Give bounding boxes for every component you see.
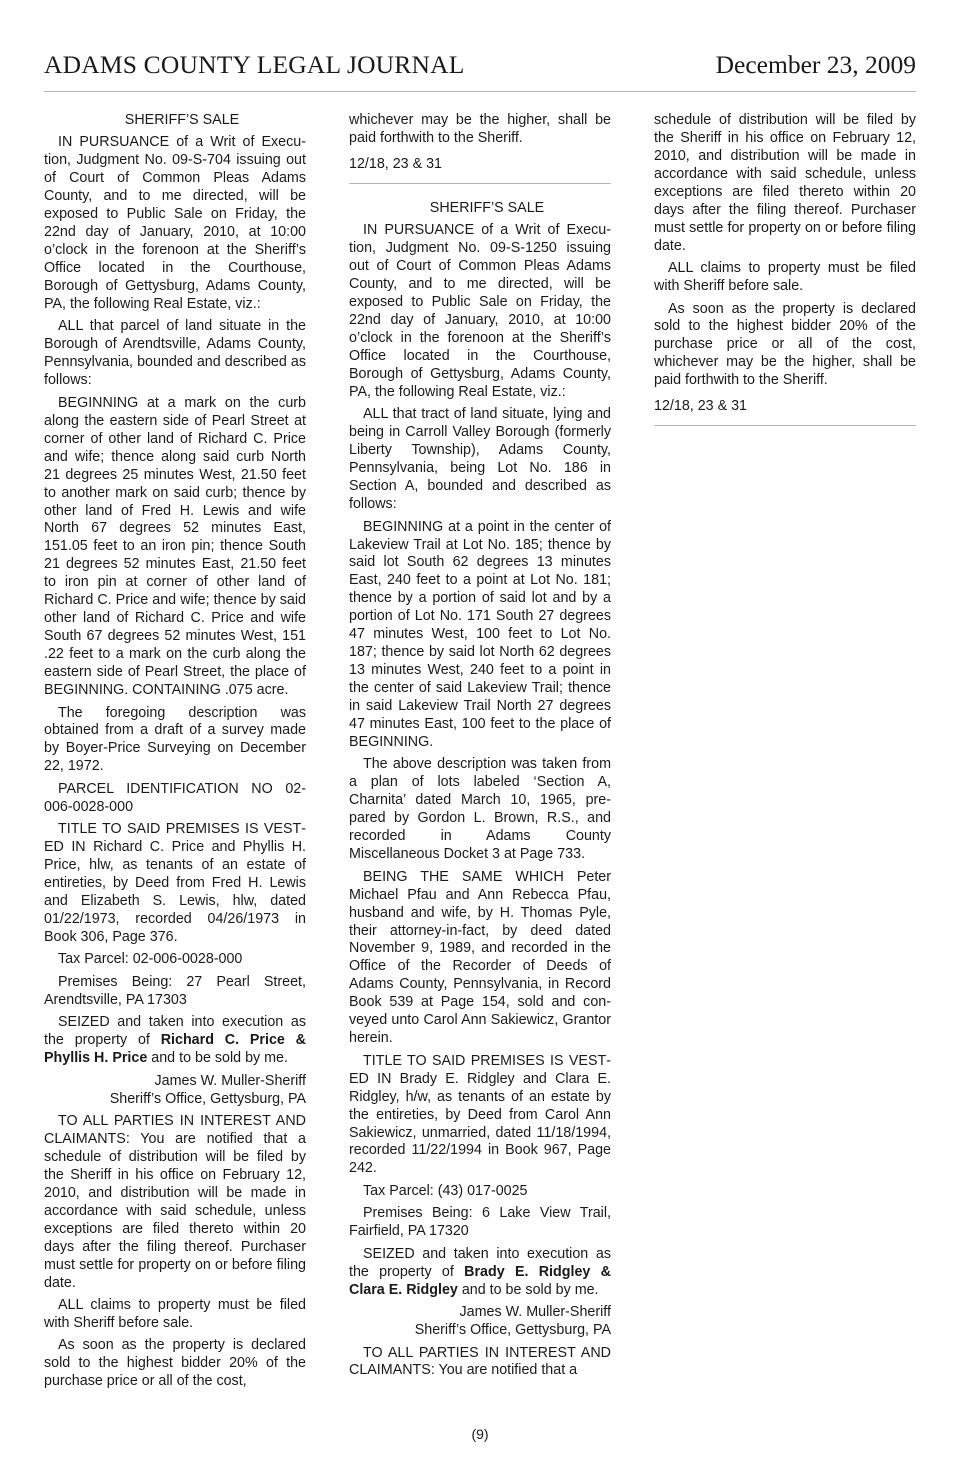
seized-paragraph xyxy=(349,1246,611,1300)
notice-paragraph: As soon as the property is declared sold to the highest bidder 20% of the purchase price or all of the cost, whichever may be the higher, shall be paid forthwith to the Sheriff. xyxy=(654,300,916,389)
property-owner: Richard C. Price & Phyllis H. Price xyxy=(44,1032,306,1067)
sheriff-office: Sheriff’s Office, Gettysburg, PA xyxy=(414,1322,611,1339)
notice-paragraph: BEING THE SAME WHICH Peter Michael Pfau and Ann Rebecca Pfau, husband and wife, by H. Thomas Pyle, their attorney-in-fact, by deed dated November 9, 1989, and recorded in the Office of the Recorder of Deeds of Adams County, Pennsylvania, in Record Book 539 at Page 154, sold and conveyed unto Carol Ann Sakiewicz, Grantor herein. xyxy=(349,868,611,1047)
notice-paragraph: The above description was taken from a plan of lots labeled ‘Section A, Charnita’ dated March 10, 1965, prepared by Gordon L. Brown, R.S., and recorded in Adams County Miscellaneous Docket 3 at Page 733. xyxy=(349,756,611,863)
column-2 xyxy=(349,112,611,1385)
notice-paragraph: Premises Being: 27 Pearl Street, Arendtsville, PA 17303 xyxy=(44,973,306,1008)
notice-paragraph: The foregoing description was obtained from a draft of a survey made by Boyer-Price Surveying on December 22, 1972. xyxy=(44,704,306,775)
notice-paragraph: BEGINNING at a mark on the curb along the eastern side of Pearl Street at corner of other land of Richard C. Price and wife; thence along said curb North 21 degrees 25 minutes West, 21.50 feet to another mark on said curb; thence by other land of Fred H. Lewis and wife North 67 degrees 52 minutes East, 151.05 feet to an iron pin; thence South 21 degrees 52 minutes East, 21.50 feet to iron pin at corner of other land of Richard C. Price and wife; thence by said other land of Richard C. Price and wife South 67 degrees 52 minutes West, 151 .22 feet to a mark on the curb along the eastern side of Pearl Street, the place of BEGINNING. CONTAINING .075 acre. xyxy=(44,394,306,699)
notice-divider xyxy=(349,183,611,184)
notice-paragraph: ALL claims to property must be filed with Sheriff before sale. xyxy=(44,1297,306,1331)
notice-paragraph: TO ALL PARTIES IN INTEREST AND CLAIMANTS: You are notified that a xyxy=(349,1344,611,1379)
notice-heading: SHERIFF’S SALE xyxy=(429,199,545,216)
publication-dates: 12/18, 23 & 31 xyxy=(349,155,443,172)
notice-paragraph: ALL claims to property must be filed with Sheriff before sale. xyxy=(654,260,916,295)
notice-continuation: whichever may be the higher, shall be paid forthwith to the Sheriff. xyxy=(349,112,611,146)
seized-prefix: SEIZED and taken into execution as the property of xyxy=(349,1245,611,1280)
notice-paragraph: ALL that parcel of land situate in the Borough of Arendtsville, Adams County, Pennsylvania, bounded and described as follows: xyxy=(44,318,306,389)
publication-dates: 12/18, 23 & 31 xyxy=(654,398,748,415)
seized-suffix: and to be sold by me. xyxy=(457,1281,599,1298)
seized-suffix: and to be sold by me. xyxy=(147,1050,288,1067)
notice-paragraph: Tax Parcel: 02-006-0028-000 xyxy=(58,951,243,968)
notice-divider xyxy=(654,425,916,426)
sheriff-name: James W. Muller-Sheriff xyxy=(459,1304,611,1321)
notice-paragraph: TO ALL PARTIES IN INTEREST AND CLAIMANTS: You are notified that a schedule of distribution will be filed by the Sheriff in his office on February 12, 2010, and distribution will be made in accordance with said schedule, unless exceptions are filed thereto within 20 days after the filing thereof. Purchaser must settle for property on or before filing date. xyxy=(44,1113,306,1291)
notice-paragraph: IN PURSUANCE of a Writ of Execution, Judgment No. 09-S-1250 issuing out of Court of Common Pleas Adams County, and to me directed, will be exposed to Public Sale on Friday, the 22nd day of January, 2010, at 10:00 o’clock in the forenoon at the Sheriff’s Office located in the Courthouse, Borough of Gettysburg, Adams County, PA, the following Real Estate, viz.: xyxy=(349,222,611,400)
sheriff-name: James W. Muller-Sheriff xyxy=(154,1072,306,1089)
notice-paragraph: PARCEL IDENTIFICATION NO 02-006-0028-000 xyxy=(44,780,306,815)
notice-paragraph: TITLE TO SAID PREMISES IS VESTED IN Brady E. Ridgley and Clara E. Ridgley, h/w, as tenants of an estate by the entireties, by Deed from Carol Ann Sakiewicz, unmarried, dated 11/18/1994, recorded 11/22/1994 in Book 967, Page 242. xyxy=(349,1052,611,1177)
sheriff-signature xyxy=(349,1304,611,1340)
notice-continuation: schedule of distribution will be filed by the Sheriff in his office on February 12, 2010, and distribution will be made in accordance with said schedule, unless exceptions are filed thereto within 20 days after the filing thereof. Purchaser must settle for property on or before filing date. xyxy=(654,112,916,254)
seized-prefix: SEIZED and taken into execution as the property of xyxy=(44,1014,306,1049)
journal-title: ADAMS COUNTY LEGAL JOURNAL xyxy=(44,50,465,79)
notice-paragraph: TITLE TO SAID PREMISES IS VESTED IN Richard C. Price and Phyllis H. Price, hlw, as tenants of an estate of entireties, by Deed from Fred H. Lewis and Elizabeth S. Lewis, hlw, dated 01/22/1973, recorded 04/26/1973 in Book 306, Page 376. xyxy=(44,821,306,945)
notice-paragraph: Tax Parcel: (43) 017-0025 xyxy=(363,1182,528,1199)
sheriff-office: Sheriff’s Office, Gettysburg, PA xyxy=(109,1090,306,1107)
page-number: (9) xyxy=(471,1426,489,1442)
notice-paragraph: ALL that tract of land situate, lying and being in Carroll Valley Borough (formerly Liberty Township), Adams County, Pennsylvania, being Lot No. 186 in Section A, bounded and described as follows: xyxy=(349,406,611,513)
notice-paragraph: Premises Being: 6 Lake View Trail, Fairfield, PA 17320 xyxy=(349,1205,611,1240)
notice-paragraph: BEGINNING at a point in the center of Lakeview Trail at Lot No. 185; thence by said lot South 62 degrees 13 minutes East, 240 feet to a point at Lot No. 181; thence by a portion of said lot and by a portion of Lot No. 171 South 27 degrees 47 minutes West, 100 feet to Lot No. 187; thence by said lot North 62 degrees 13 minutes West, 240 feet to a point in the center of said Lakeview Trail; thence in said Lakeview Trail North 27 degrees 47 minutes East, 100 feet to the place of BEGINNING. xyxy=(349,518,611,750)
header-divider xyxy=(44,91,916,92)
column-3 xyxy=(654,112,916,442)
notice-heading: SHERIFF’S SALE xyxy=(124,112,240,128)
page-header xyxy=(44,50,916,86)
notice-paragraph: As soon as the property is declared sold to the highest bidder 20% of the purchase price or all of the cost, xyxy=(44,1337,306,1390)
issue-date: December 23, 2009 xyxy=(715,50,916,79)
property-owner: Brady E. Ridgley & Clara E. Ridgley xyxy=(349,1263,611,1298)
sheriff-signature xyxy=(44,1073,306,1109)
column-1 xyxy=(44,112,306,1396)
notice-paragraph: IN PURSUANCE of a Writ of Execution, Judgment No. 09-S-704 issuing out of Court of Common Pleas Adams County, and to me directed, will be exposed to Public Sale on Friday, the 22nd day of January, 2010, at 10:00 o’clock in the forenoon at the Sheriff’s Office located in the Courthouse, Borough of Gettysburg, Adams County, PA, the following Real Estate, viz.: xyxy=(44,134,306,313)
seized-paragraph xyxy=(44,1014,306,1068)
